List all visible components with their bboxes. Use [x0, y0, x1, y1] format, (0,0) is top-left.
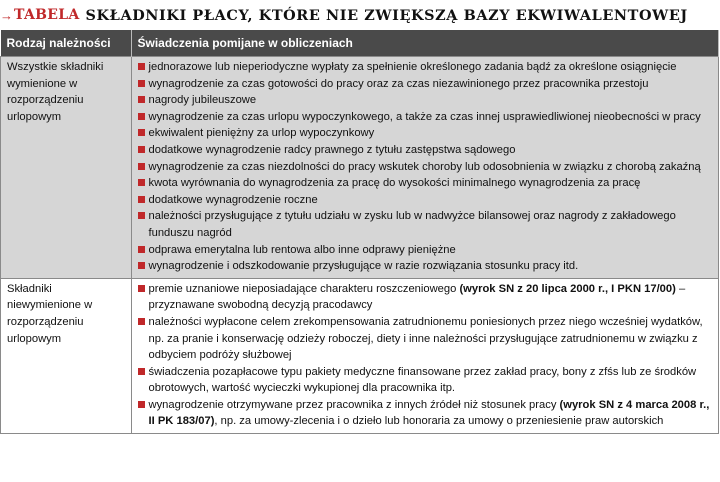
item-text: , np. za umowy-zlecenia i o dzieło lub honoraria za umowy o przeniesienie praw autorskich — [214, 415, 664, 428]
item-text: wynagrodzenie za czas niezdolności do pracy wskutek choroby lub odosobnienia w związku z chorobą zakaźną — [148, 160, 701, 173]
bullet-icon — [138, 285, 145, 292]
list-item — [138, 314, 715, 364]
item-text: należności przysługujące z tytułu udziału w zysku lub w nadwyżce bilansowej oraz nagrody z zakładowego funduszu nagród — [148, 210, 676, 239]
bullet-icon — [138, 368, 145, 375]
list-item — [138, 281, 715, 314]
item-text: świadczenia pozapłacowe typu pakiety medyczne finansowane przez zakład pracy, bony z zfśs lub ze środków obrotowych, wartość wycieczki wykupionej dla pracownika itp. — [148, 365, 697, 395]
table-header-row — [1, 30, 719, 57]
header-type: Rodzaj należności — [1, 30, 132, 57]
list-item — [138, 92, 715, 109]
list-item — [138, 208, 715, 241]
list-item — [138, 125, 715, 142]
item-text: kwota wyrównania do wynagrodzenia za pracę do wysokości minimalnego wynagrodzenia za pracę — [148, 177, 641, 190]
bullet-icon — [138, 163, 145, 170]
item-citation: (wyrok SN z 20 lipca 2000 r., I PKN 17/00) — [459, 282, 676, 295]
row-category: Składniki niewymienione w rozporządzeniu urlopowym — [1, 278, 132, 433]
item-text: nagrody jubileuszowe — [148, 94, 257, 107]
table-heading: SKŁADNIKI PŁACY, KTÓRE NIE ZWIĘKSZĄ BAZY EKWIWALENTOWEJ — [85, 6, 688, 24]
table-title — [0, 2, 688, 28]
row-items — [131, 57, 719, 279]
row-items — [131, 278, 719, 433]
item-text: – przyznawane swobodną decyzją pracodawcy — [148, 282, 686, 312]
bullet-icon — [138, 146, 145, 153]
bullet-icon — [138, 80, 145, 87]
list-item — [138, 242, 715, 259]
bullet-icon — [138, 96, 145, 103]
list-item — [138, 364, 715, 397]
bullet-icon — [138, 129, 145, 136]
bullet-icon — [138, 262, 145, 269]
bullet-icon — [138, 63, 145, 70]
list-item — [138, 175, 715, 192]
bullet-icon — [138, 318, 145, 325]
list-item — [138, 109, 715, 126]
item-text: dodatkowe wynagrodzenie roczne — [148, 193, 318, 206]
list-item — [138, 159, 715, 176]
row-category: Wszystkie składniki wymienione w rozporządzeniu urlopowym — [1, 57, 132, 279]
list-item — [138, 59, 715, 76]
bullet-icon — [138, 246, 145, 253]
bullet-icon — [138, 212, 145, 219]
header-benefits: Świadczenia pomijane w obliczeniach — [131, 30, 719, 57]
item-text: wynagrodzenie otrzymywane przez pracownika z innych źródeł niż stosunek pracy — [148, 398, 560, 411]
list-item — [138, 142, 715, 159]
item-text: dodatkowe wynagrodzenie radcy prawnego z tytułu zastępstwa sądowego — [148, 143, 516, 156]
item-text: wynagrodzenie za czas gotowości do pracy oraz za czas niezawinionego przez pracownika przestoju — [148, 77, 649, 90]
item-citation: (wyrok SN z 4 marca 2008 r., II PK 183/07) — [148, 398, 710, 428]
list-item — [138, 397, 715, 430]
bullet-icon — [138, 179, 145, 186]
table-row — [1, 278, 719, 433]
item-text: wynagrodzenie za czas urlopu wypoczynkowego, a także za czas innej usprawiedliwionej nieobecności w pracy — [148, 110, 701, 123]
item-text: jednorazowe lub nieperiodyczne wypłaty za spełnienie określonego zadania bądź za określone osiągnięcie — [148, 61, 677, 73]
table-tag-label: TABELA — [14, 7, 80, 23]
item-text: odprawa emerytalna lub rentowa albo inne odprawy pieniężne — [148, 243, 456, 256]
item-text: ekwiwalent pieniężny za urlop wypoczynkowy — [148, 127, 375, 140]
arrow-icon: → — [0, 7, 13, 23]
bullet-icon — [138, 196, 145, 203]
list-item — [138, 76, 715, 93]
item-text: należności wypłacone celem zrekompensowania zatrudnionemu poniesionych przez niego wcześniej wydatków, np. za pranie i konserwację odzieży roboczej, diety i inne należności przysługujące zatrudnionemu w związku z odbyciem podróży służbowej — [148, 315, 703, 362]
items-list — [138, 59, 715, 275]
bullet-icon — [138, 401, 145, 408]
list-item — [138, 258, 715, 275]
table-row — [1, 57, 719, 279]
benefits-table — [0, 30, 719, 434]
items-list — [138, 281, 715, 430]
list-item — [138, 192, 715, 209]
bullet-icon — [138, 113, 145, 120]
item-text: premie uznaniowe nieposiadające charakteru roszczeniowego — [148, 282, 460, 295]
item-text: wynagrodzenie i odszkodowanie przysługujące w razie rozwiązania stosunku pracy itd. — [148, 260, 579, 273]
